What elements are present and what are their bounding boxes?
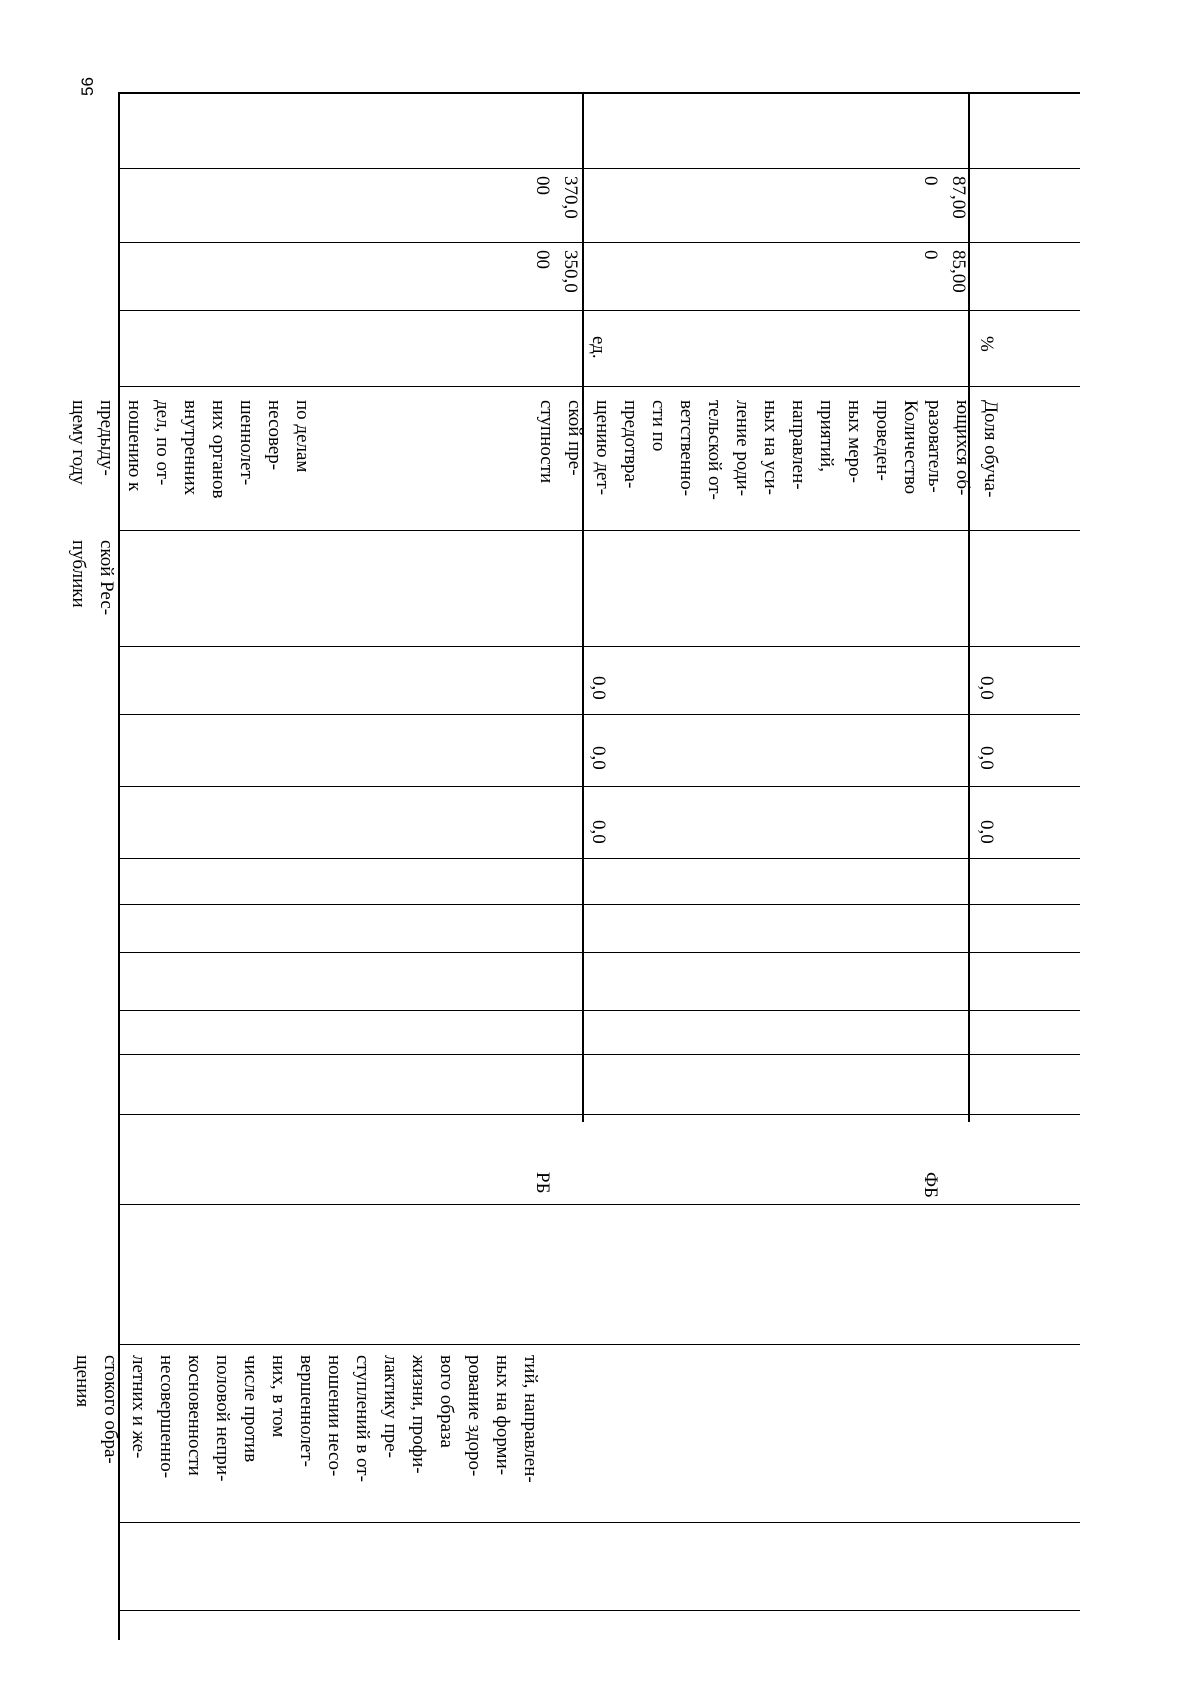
table-rule — [118, 1114, 1080, 1115]
table-rule — [118, 168, 1080, 169]
funding-value: 0,0 — [976, 820, 997, 844]
table-rule — [118, 1610, 1080, 1611]
funding-value: 0,0 — [588, 676, 609, 700]
table-rule — [118, 1010, 1080, 1011]
funding-source: РБ — [532, 1172, 553, 1194]
table-rule — [118, 952, 1080, 953]
table-rule — [118, 1204, 1080, 1205]
table-rule — [118, 530, 1080, 531]
table-rule — [118, 1522, 1080, 1523]
table-rule — [118, 1344, 1080, 1345]
table-rule — [118, 904, 1080, 905]
table-rule — [118, 1054, 1080, 1055]
table-rule — [582, 92, 584, 1122]
funding-value: 0,0 — [588, 820, 609, 844]
target-value: 350,0 00 — [532, 250, 581, 293]
funding-value: 0,0 — [976, 746, 997, 770]
table-border-top — [118, 92, 1080, 94]
prev-indicator-cell: по делам несовер- шеннолет- них органов внутренних дел, по от- ношению к предыду- щему году — [68, 400, 313, 499]
funding-value: 0,0 — [588, 746, 609, 770]
executor-cell: ской Рес- публики — [68, 540, 117, 616]
table-rule — [118, 646, 1080, 647]
funding-source: ФБ — [920, 1172, 941, 1198]
table-rule — [118, 242, 1080, 243]
activity-description: тий, направлен- ных на форми- рование здоро- вого образа жизни, профи- лактику пре- ступлений в от- ношении несо- вершеннолет- них, в том числе против половой непри- косновенности несовершенно- летних и же- стокого обра- щения — [72, 1355, 541, 1483]
unit-cell: % — [976, 336, 997, 352]
funding-value: 0,0 — [976, 676, 997, 700]
unit-cell: ед. — [588, 336, 609, 359]
table-rule — [118, 386, 1080, 387]
target-value: 87,00 0 — [920, 176, 969, 219]
target-value: 85,00 0 — [920, 250, 969, 293]
table-rule — [968, 92, 970, 1122]
indicator-text: Количество проведен- ных меро- приятий, направлен- ных на уси- ление роди- тельской от- ветственно- сти по предотвра- щению дет- ской пре- ступности — [536, 400, 921, 500]
table-rule — [118, 714, 1080, 715]
table-rule — [118, 858, 1080, 859]
table-rule — [118, 786, 1080, 787]
page-number: 56 — [78, 77, 97, 96]
table-rule — [118, 310, 1080, 311]
target-value: 370,0 00 — [532, 176, 581, 219]
indicator-text: Доля обуча- ющихся об- разователь- — [924, 400, 1001, 498]
